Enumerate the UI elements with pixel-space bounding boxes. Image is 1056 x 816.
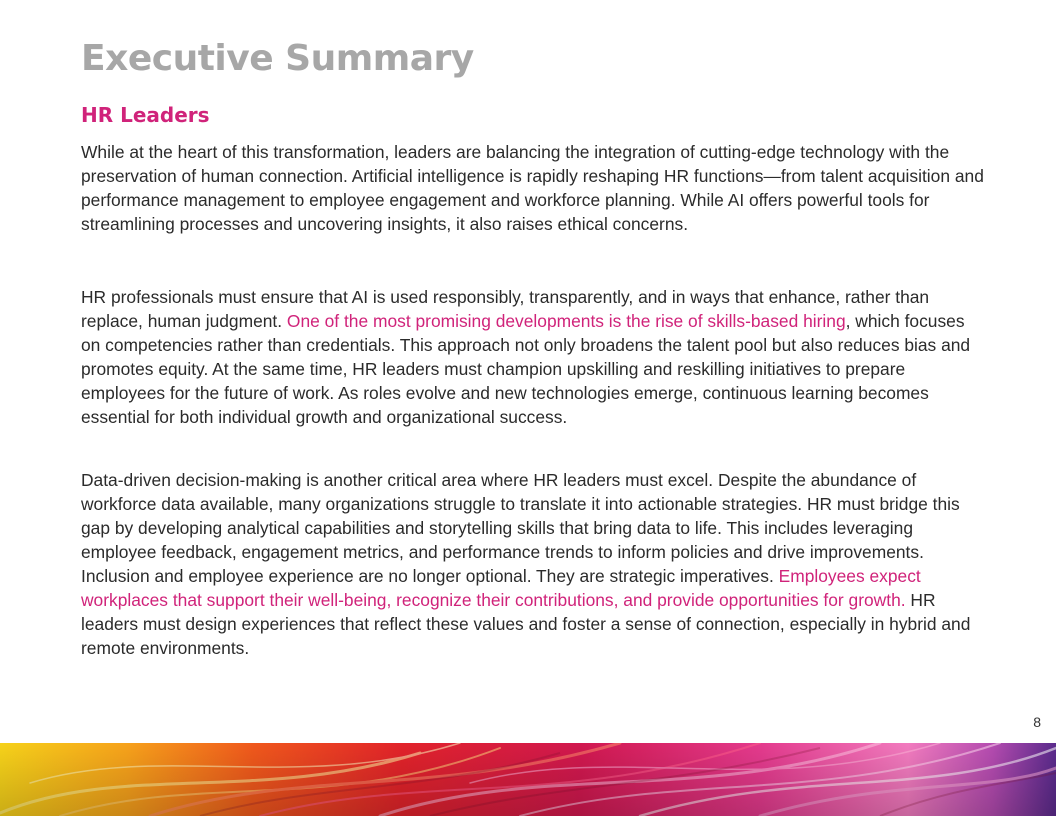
paragraph-skills-based-hiring — [81, 285, 986, 429]
highlighted-text: One of the most promising developments is the rise of skills-based hiring — [286, 311, 846, 331]
paragraph-text: HR leaders must design experiences that reflect these values and foster a sense of connection, especially in hybrid and remote environments. — [81, 590, 971, 658]
page-number: 8 — [1033, 714, 1041, 730]
highlighted-text: Employees expect workplaces that support their well-being, recognize their contributions, and provide opportunities for growth. — [81, 566, 921, 610]
paragraph-text: HR professionals must ensure that AI is used responsibly, transparently, and in ways that enhance, rather than replace, human judgment. — [81, 287, 930, 331]
section-heading: HR Leaders — [81, 103, 210, 127]
gradient-swirl-image — [0, 743, 1056, 816]
paragraph-text: Data-driven decision-making is another critical area where HR leaders must excel. Despite the abundance of workforce data available, many organizations struggle to translate it into actionable strategies. HR must bridge this gap by developing analytical capabilities and storytelling skills that bring data to life. This includes leveraging employee feedback, engagement metrics, and performance trends to inform policies and drive improvements. Inclusion and employee experience are no longer optional. They are strategic imperatives. — [81, 470, 960, 586]
page-title: Executive Summary — [81, 38, 474, 79]
paragraph-text: , which focuses on competencies rather than credentials. This approach not only broadens the talent pool but also reduces bias and promotes equity. At the same time, HR leaders must champion upskilling and reskilling initiatives to prepare employees for the future of work. As roles evolve and new technologies emerge, continuous learning becomes essential for both individual growth and organizational success. — [81, 311, 971, 427]
paragraph-ai-transformation: While at the heart of this transformation, leaders are balancing the integration of cutting-edge technology with the preservation of human connection. Artificial intelligence is rapidly reshaping HR functions—from talent acquisition and performance management to employee engagement and workforce planning. While AI offers powerful tools for streamlining processes and uncovering insights, it also raises ethical concerns. — [81, 142, 984, 234]
paragraph-data-driven — [81, 468, 986, 660]
decorative-color-band — [0, 743, 1056, 816]
